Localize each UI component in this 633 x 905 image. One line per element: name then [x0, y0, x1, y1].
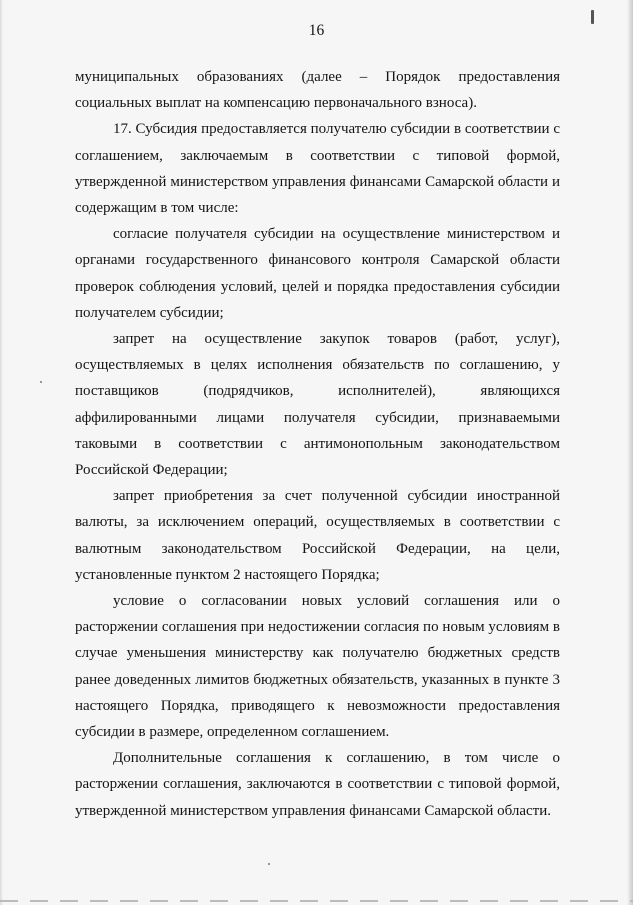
scan-speck	[40, 381, 42, 383]
paragraph-new-conditions: условие о согласовании новых условий соглашения или о расторжении соглашения при недостижении согласия по новым условиям в случае уменьшения министерству как получателю бюджетных средств ранее доведенных лимитов бюджетных обязательств, указанных в пункте 3 настоящего Порядка, приводящего к невозможности предоставления субсидии в размере, определенном соглашением.	[75, 593, 560, 741]
paragraph-consent: согласие получателя субсидии на осуществление министерством и органами государственного финансового контроля Самарской области проверок соблюдения условий, целей и порядка предоставления субсидии получателем субсидии;	[75, 226, 560, 321]
paragraph-additional-agreements: Дополнительные соглашения к соглашению, в том числе о расторжении соглашения, заключаются в соответствии с типовой формой, утвержденной министерством управления финансами Самарской области.	[75, 750, 560, 819]
paragraph-item-17: 17. Субсидия предоставляется получателю субсидии в соответствии с соглашением, заключаемым в соответствии с типовой формой, утвержденной министерством управления финансами Самарской области и содержащим в том числе:	[75, 121, 560, 217]
document-body	[75, 64, 560, 824]
paragraph-currency-ban: запрет приобретения за счет полученной субсидии иностранной валюты, за исключением операций, осуществляемых в соответствии с валютным законодательством Российской Федерации, на цели, установленные пунктом 2 настоящего Порядка;	[75, 488, 560, 583]
scan-bottom-edge	[0, 900, 633, 902]
scan-speck	[268, 863, 270, 865]
paragraph-continuation: муниципальных образованиях (далее – Порядок предоставления социальных выплат на компенсацию первоначального взноса).	[75, 69, 560, 112]
scan-artifact	[591, 10, 594, 24]
scan-left-edge	[0, 0, 3, 905]
scan-right-edge	[627, 0, 633, 905]
paragraph-procurement-ban: запрет на осуществление закупок товаров (работ, услуг), осуществляемых в целях исполнения обязательств по соглашению, у поставщиков (подрядчиков, исполнителей), являющихся аффилированными лицами получателя субсидии, признаваемыми таковыми в соответствии с антимонопольным законодательством Российской Федерации;	[75, 331, 560, 479]
page-number: 16	[308, 22, 325, 39]
